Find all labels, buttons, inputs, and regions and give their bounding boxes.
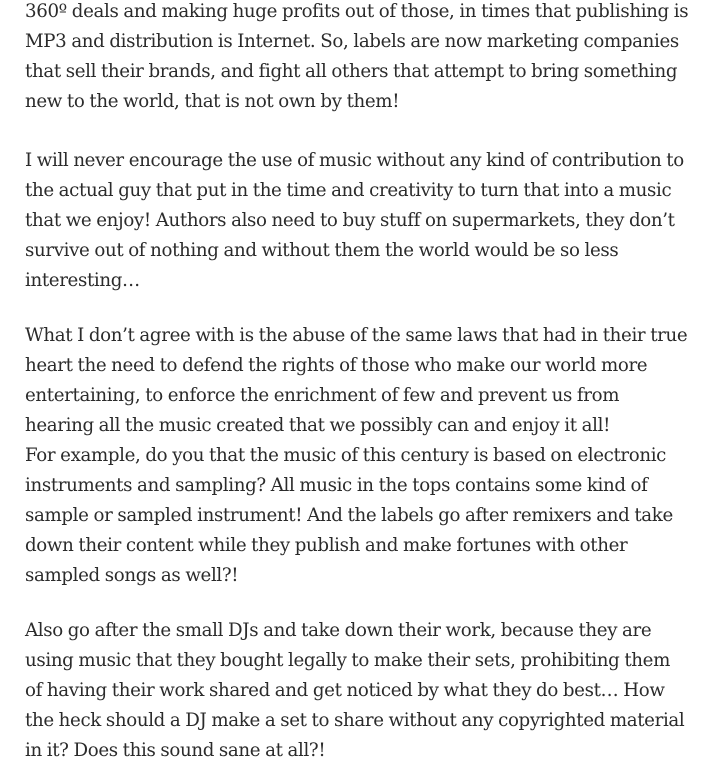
paragraph-line: entertaining, to enforce the enrichment of few and prevent us from <box>25 385 620 406</box>
paragraph-line: MP3 and distribution is Internet. So, labels are now marketing companies <box>25 31 679 52</box>
paragraph-line: down their content while they publish and make fortunes with other <box>25 535 628 556</box>
paragraph-line: 360º deals and making huge profits out of those, in times that publishing is <box>25 1 689 22</box>
paragraph-line: using music that they bought legally to make their sets, prohibiting them <box>25 650 670 671</box>
paragraph-line: sample or sampled instrument! And the labels go after remixers and take <box>25 505 673 526</box>
paragraph-line: survive out of nothing and without them the world would be so less <box>25 240 619 261</box>
paragraph-line: For example, do you that the music of this century is based on electronic <box>25 445 667 466</box>
paragraph-line: sampled songs as well?! <box>25 565 239 586</box>
paragraph-line: the heck should a DJ make a set to share without any copyrighted material <box>25 710 685 731</box>
paragraph-1 <box>25 0 688 117</box>
paragraph-line: of having their work shared and get noticed by what they do best… How <box>25 680 665 701</box>
paragraph-line: that we enjoy! Authors also need to buy stuff on supermarkets, they don’t <box>25 210 675 231</box>
paragraph-line: in it? Does this sound sane at all?! <box>25 740 326 761</box>
paragraph-line: heart the need to defend the rights of those who make our world more <box>25 355 648 376</box>
paragraph-line: that sell their brands, and fight all others that attempt to bring something <box>25 61 678 82</box>
paragraph-line: the actual guy that put in the time and creativity to turn that into a music <box>25 180 672 201</box>
paragraph-line: interesting… <box>25 270 140 291</box>
paragraph-line: Also go after the small DJs and take down their work, because they are <box>25 620 652 641</box>
paragraph-line: I will never encourage the use of music without any kind of contribution to <box>25 150 684 171</box>
paragraph-4 <box>25 616 684 766</box>
paragraph-2 <box>25 146 684 296</box>
paragraph-line: hearing all the music created that we possibly can and enjoy it all! <box>25 415 611 436</box>
paragraph-3 <box>25 321 687 591</box>
paragraph-line: instruments and sampling? All music in the tops contains some kind of <box>25 475 648 496</box>
paragraph-line: What I don’t agree with is the abuse of the same laws that had in their true <box>25 325 688 346</box>
paragraph-line: new to the world, that is not own by them! <box>25 91 400 112</box>
